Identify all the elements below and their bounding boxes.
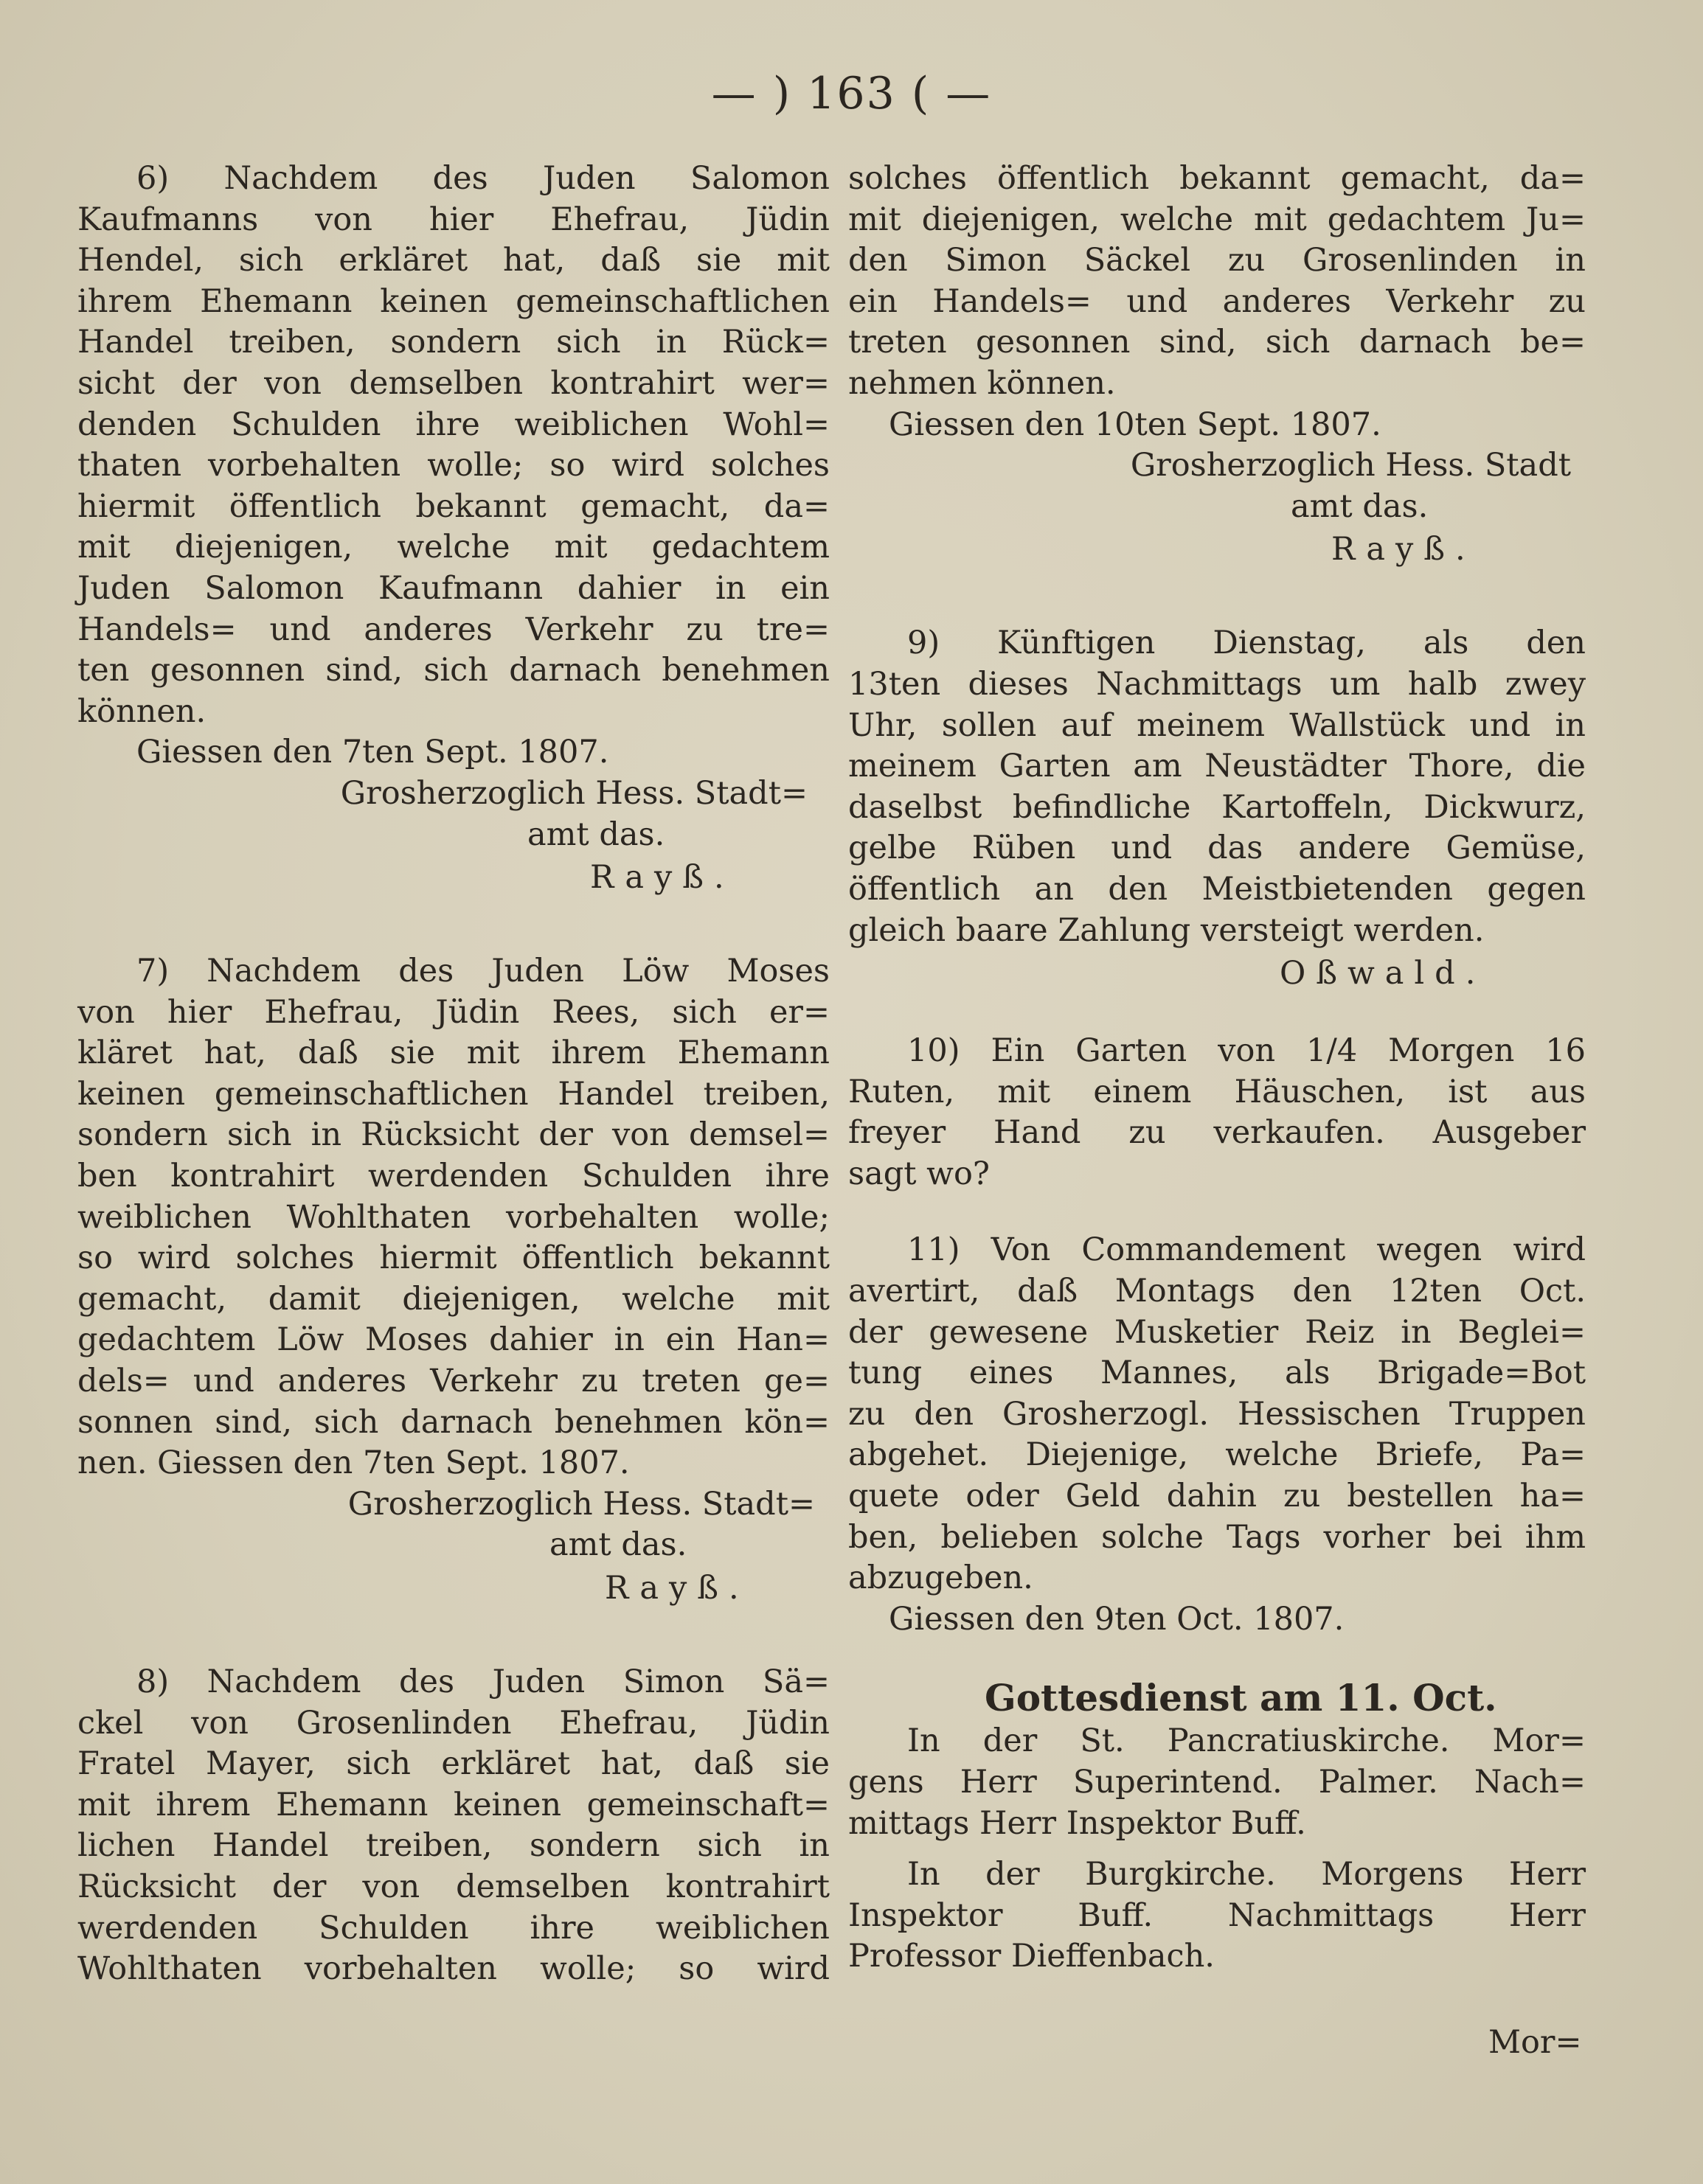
text-line: 8) Nachdem des Juden Simon Sä= [136,1663,830,1700]
text-line: gens Herr Superintend. Palmer. Nach= [848,1764,1586,1801]
text-line: ein Handels= und anderes Verkehr zu [848,282,1586,320]
notice-9 [848,623,1586,995]
text-line: von hier Ehefrau, Jüdin Rees, sich er= [77,993,830,1031]
text-line: sagt wo? [848,1155,990,1192]
text-line: freyer Hand zu verkaufen. Ausgeber [848,1114,1586,1152]
text-line: ihrem Ehemann keinen gemeinschaftlichen [77,282,830,320]
notice-7-text [77,951,830,1484]
text-line: mittags Herr Inspektor Buff. [848,1804,1306,1842]
signature-name: Rayß. [1331,531,1476,568]
signature-office: Grosherzoglich Hess. Stadt= [347,1485,815,1523]
text-line: Handels= und anderes Verkehr zu tre= [77,611,830,648]
text-line: abgehet. Diejenige, welche Briefe, Pa= [848,1436,1586,1474]
place-date: Giessen den 10ten Sept. 1807. [889,406,1381,443]
right-column [848,159,1586,1978]
text-line: Fratel Mayer, sich erkläret hat, daß sie [77,1745,830,1783]
notice-10-text [848,1031,1586,1194]
signature-office: Grosherzoglich Hess. Stadt= [340,774,808,812]
text-line: keinen gemeinschaftlichen Handel treiben, [77,1075,830,1113]
place-date: Giessen den 9ten Oct. 1807. [889,1600,1345,1638]
text-line: öffentlich an den Meistbietenden gegen [848,870,1586,908]
text-line: ten gesonnen sind, sich darnach benehmen [77,652,830,689]
text-line: sicht der von demselben kontrahirt wer= [77,364,830,402]
notice-9-text [848,623,1586,951]
text-line: mit diejenigen, welche mit gedachtem [77,529,830,566]
text-line: gleich baare Zahlung versteigt werden. [848,911,1485,949]
text-line: denden Schulden ihre weiblichen Wohl= [77,406,830,443]
text-line: nen. Giessen den 7ten Sept. 1807. [77,1444,630,1482]
text-line: der gewesene Musketier Reiz in Beglei= [848,1313,1586,1351]
notice-10 [848,1031,1586,1194]
text-line: Uhr, sollen auf meinem Wallstück und in [848,706,1586,744]
signature-office-cont: amt das. [527,815,665,853]
text-line: abzugeben. [848,1559,1033,1597]
notice-8 [77,1662,830,1990]
text-line: Handel treiben, sondern sich in Rück= [77,324,830,361]
text-line: gedachtem Löw Moses dahier in ein Han= [77,1321,830,1359]
text-line: Professor Dieffenbach. [848,1938,1215,1975]
left-column [77,159,830,1990]
text-line: thaten vorbehalten wolle; so wird solches [77,447,830,484]
text-line: mit diejenigen, welche mit gedachtem Ju= [848,201,1586,238]
text-line: werdenden Schulden ihre weiblichen [77,1909,830,1947]
signature-name: Rayß. [605,1570,749,1607]
text-line: lichen Handel treiben, sondern sich in [77,1827,830,1865]
text-line: Juden Salomon Kaufmann dahier in ein [77,569,830,607]
text-line: 6) Nachdem des Juden Salomon [136,160,830,197]
text-line: Ruten, mit einem Häuschen, ist aus [848,1073,1586,1110]
text-line: sonnen sind, sich darnach benehmen kön= [77,1403,830,1441]
text-line: 11) Von Commandement wegen wird [907,1231,1586,1269]
service-p1 [848,1721,1586,1844]
text-line: Inspektor Buff. Nachmittags Herr [848,1896,1586,1934]
notice-8-cont-text [848,159,1586,405]
text-line: nehmen können. [848,364,1116,402]
text-line: meinem Garten am Neustädter Thore, die [848,748,1586,785]
text-line: ben kontrahirt werdenden Schulden ihre [77,1158,830,1195]
text-line: gelbe Rüben und das andere Gemüse, [848,830,1586,867]
text-line: solches öffentlich bekannt gemacht, da= [848,160,1586,197]
text-line: tung eines Mannes, als Brigade=Bot [848,1354,1586,1392]
text-line: 13ten dieses Nachmittags um halb zwey [848,665,1586,703]
text-line: sondern sich in Rücksicht der von demsel= [77,1116,830,1154]
text-line: den Simon Säckel zu Grosenlinden in [848,242,1586,279]
catchword: Mor= [1488,2024,1582,2061]
notice-7 [77,951,830,1610]
text-line: daselbst befindliche Kartoffeln, Dickwurz, [848,788,1586,826]
text-line: kläret hat, daß sie mit ihrem Ehemann [77,1034,830,1072]
text-line: ben, belieben solche Tags vorher bei ihm [848,1518,1586,1556]
notice-11 [848,1230,1586,1640]
service-heading: Gottesdienst am 11. Oct. [985,1676,1497,1720]
text-line: avertirt, daß Montags den 12ten Oct. [848,1273,1586,1310]
notice-8-text [77,1662,830,1990]
notice-6 [77,159,830,900]
place-date: Giessen den 7ten Sept. 1807. [136,734,609,771]
signature-office-cont: amt das. [1291,487,1429,525]
text-line: können. [77,692,207,730]
signature-name: Rayß. [590,859,735,897]
text-line: quete oder Geld dahin zu bestellen ha= [848,1478,1586,1515]
text-line: zu den Grosherzogl. Hessischen Truppen [848,1395,1586,1433]
notice-8-continued [848,159,1586,571]
signature-name: Oßwald. [1280,955,1486,992]
text-line: weiblichen Wohlthaten vorbehalten wolle; [77,1198,830,1236]
text-line: dels= und anderes Verkehr zu treten ge= [77,1363,830,1400]
text-line: hiermit öffentlich bekannt gemacht, da= [77,487,830,525]
text-line: Hendel, sich erkläret hat, daß sie mit [77,242,830,279]
text-line: mit ihrem Ehemann keinen gemeinschaft= [77,1786,830,1823]
text-line: treten gesonnen sind, sich darnach be= [848,324,1586,361]
text-line: Rücksicht der von demselben kontrahirt [77,1868,830,1905]
page-header: — ) 163 ( — [711,68,992,119]
text-line: gemacht, damit diejenigen, welche mit [77,1280,830,1318]
text-line: ckel von Grosenlinden Ehefrau, Jüdin [77,1704,830,1742]
text-line: Kaufmanns von hier Ehefrau, Jüdin [77,201,830,238]
text-line: 9) Künftigen Dienstag, als den [907,625,1586,662]
text-line: 7) Nachdem des Juden Löw Moses [136,953,830,990]
signature-office: Grosherzoglich Hess. Stadt [1130,447,1571,484]
church-service [848,1675,1586,1978]
text-line: 10) Ein Garten von 1/4 Morgen 16 [907,1032,1586,1070]
service-p2 [848,1854,1586,1978]
notice-11-text [848,1230,1586,1599]
text-line: In der Burgkirche. Morgens Herr [907,1856,1586,1893]
text-line: so wird solches hiermit öffentlich bekannt [77,1239,830,1277]
text-line: Wohlthaten vorbehalten wolle; so wird [77,1950,830,1988]
signature-office-cont: amt das. [549,1526,687,1564]
text-line: In der St. Pancratiuskirche. Mor= [907,1722,1586,1760]
notice-6-text [77,159,830,732]
